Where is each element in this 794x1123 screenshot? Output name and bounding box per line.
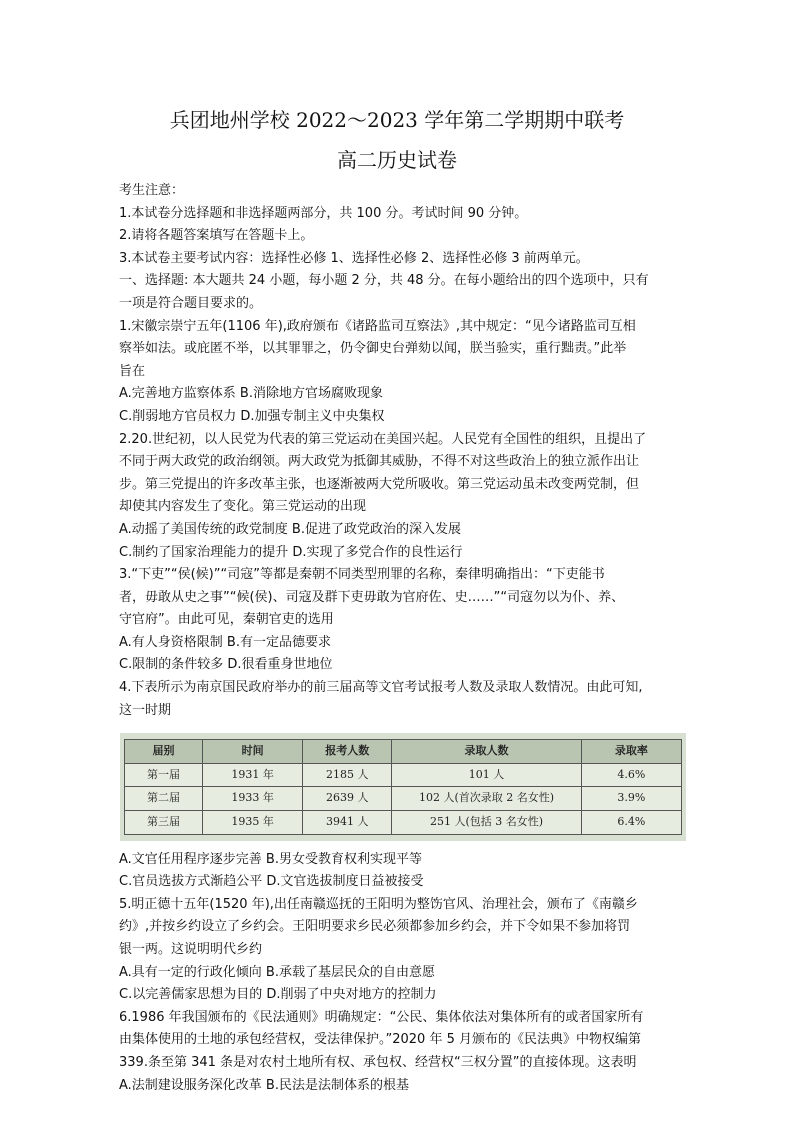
question-5-text: 银一两。这说明明代乡约 bbox=[119, 942, 263, 957]
table-cell: 4.6% bbox=[581, 763, 681, 787]
question-1-text: 察举如法。或庇匿不举，以其罪罪之，仍令御史台弹劾以闻，朕当验实，重行黜责。”此举 bbox=[119, 341, 627, 357]
table-cell: 251 人(包括 3 名女性) bbox=[392, 811, 581, 835]
question-2-options: C.制约了国家治理能力的提升 D.实现了多党合作的良性运行 bbox=[119, 544, 463, 560]
table-cell: 2639 人 bbox=[303, 787, 392, 811]
table-header-row bbox=[125, 740, 682, 764]
exam-body bbox=[119, 180, 687, 1097]
question-2-text: 不同于两大政党的政治纲领。两大政党为抵御其威胁，不得不对这些政治上的独立派作出让 bbox=[119, 454, 640, 470]
question-2-options: A.动摇了美国传统的政党制度 B.促进了政党政治的深入发展 bbox=[119, 521, 461, 537]
question-1-text: 1.宋徽宗崇宁五年(1106 年),政府颁布《诸路监司互察法》,其中规定：“见今诸路监司互相 bbox=[119, 318, 636, 334]
table-row bbox=[125, 811, 682, 835]
section-intro: 一项是符合题目要求的。 bbox=[119, 295, 263, 311]
question-3-options: A.有人身资格限制 B.有一定品德要求 bbox=[119, 634, 331, 650]
table-cell: 3941 人 bbox=[303, 811, 392, 835]
notice-item: 2.请将各题答案填写在答题卡上。 bbox=[119, 228, 314, 244]
question-3-text: 者，毋敢从史之事”“候(侯)、司寇及群下吏毋敢为官府佐、史……”“司寇勿以为仆、养、 bbox=[119, 589, 625, 605]
table-cell: 第一届 bbox=[125, 763, 203, 787]
table-header-cell: 时间 bbox=[202, 740, 302, 764]
question-4-text: 4.下表所示为南京国民政府举办的前三届高等文官考试报考人数及录取人数情况。由此可知, bbox=[119, 680, 643, 696]
table-header-cell: 录取率 bbox=[581, 740, 681, 764]
question-1-text: 旨在 bbox=[119, 363, 146, 379]
table-cell: 2185 人 bbox=[303, 763, 392, 787]
question-6-text: 由集体使用的土地的承包经营权，受法律保护。”2020 年 5 月颁布的《民法典》中物权编第 bbox=[119, 1032, 641, 1048]
table-cell: 102 人(首次录取 2 名女性) bbox=[392, 787, 581, 811]
table-cell: 第三届 bbox=[125, 811, 203, 835]
question-2-text: 步。第三党提出的许多改革主张，也逐渐被两大党所吸收。第三党运动虽未改变两党制，但 bbox=[119, 476, 640, 492]
table-header-cell: 录取人数 bbox=[392, 740, 581, 764]
exam-title: 兵团地州学校 2022～2023 学年第二学期期中联考 bbox=[169, 108, 625, 132]
civil-exam-table bbox=[124, 739, 682, 834]
question-5-text: 约》,并按乡约设立了乡约会。王阳明要求乡民必须都参加乡约会，并下令如果不参加将罚 bbox=[119, 919, 631, 935]
table-row bbox=[125, 787, 682, 811]
question-1-options: A.完善地方监察体系 B.消除地方官场腐败现象 bbox=[119, 386, 383, 402]
question-5-options: C.以完善儒家思想为目的 D.削弱了中央对地方的控制力 bbox=[119, 987, 437, 1003]
section-intro: 一、选择题: 本大题共 24 小题，每小题 2 分，共 48 分。在每小题给出的四个选项中，只有 bbox=[119, 273, 649, 289]
question-3-options: C.限制的条件较多 D.很看重身世地位 bbox=[119, 657, 333, 673]
question-2-text: 却使其内容发生了变化。第三党运动的出现 bbox=[119, 499, 367, 515]
question-5-options: A.具有一定的行政化倾向 B.承载了基层民众的自由意愿 bbox=[119, 964, 435, 980]
table-cell: 101 人 bbox=[392, 763, 581, 787]
table-header-cell: 报考人数 bbox=[303, 740, 392, 764]
question-6-text: 339.条至第 341 条是对农村土地所有权、承包权、经营权“三权分置”的直接体现。这表明 bbox=[119, 1054, 637, 1070]
notice-heading: 考生注意： bbox=[119, 183, 185, 198]
table-cell: 1933 年 bbox=[202, 787, 302, 811]
table-cell: 1935 年 bbox=[202, 811, 302, 835]
question-4-options: A.文官任用程序逐步完善 B.男女受教育权利实现平等 bbox=[119, 851, 422, 867]
notice-item: 1.本试卷分选择题和非选择题两部分，共 100 分。考试时间 90 分钟。 bbox=[119, 205, 528, 221]
table-row bbox=[125, 763, 682, 787]
question-3-text: 3.“下吏”“侯(候)”“司寇”等都是秦朝不同类型刑罪的名称，秦律明确指出：“下吏能书 bbox=[119, 567, 605, 583]
question-2-text: 2.20.世纪初，以人民党为代表的第三党运动在美国兴起。人民党有全国性的组织，且提出了 bbox=[119, 431, 647, 447]
question-1-options: C.削弱地方官员权力 D.加强专制主义中央集权 bbox=[119, 408, 385, 424]
question-3-text: 守官府”。由此可见，秦朝官吏的选用 bbox=[119, 612, 334, 628]
exam-table-image bbox=[120, 733, 686, 840]
table-cell: 第二届 bbox=[125, 787, 203, 811]
question-4-text: 这一时期 bbox=[119, 702, 172, 718]
question-6-options: A.法制建设服务深化改革 B.民法是法制体系的根基 bbox=[119, 1077, 409, 1093]
table-header-cell: 届别 bbox=[125, 740, 203, 764]
question-4-options: C.官员选拔方式渐趋公平 D.文官选拔制度日益被接受 bbox=[119, 874, 424, 890]
table-cell: 6.4% bbox=[581, 811, 681, 835]
question-5-text: 5.明正德十五年(1520 年),出任南赣巡抚的王阳明为整饬官风、治理社会，颁布了《南赣乡 bbox=[119, 896, 638, 912]
question-6-text: 6.1986 年我国颁布的《民法通则》明确规定：“公民、集体依法对集体所有的或者国家所有 bbox=[119, 1009, 644, 1025]
notice-item: 3.本试卷主要考试内容：选择性必修 1、选择性必修 2、选择性必修 3 前两单元。 bbox=[119, 250, 589, 266]
exam-subtitle: 高二历史试卷 bbox=[337, 148, 457, 172]
table-cell: 3.9% bbox=[581, 787, 681, 811]
table-cell: 1931 年 bbox=[202, 763, 302, 787]
